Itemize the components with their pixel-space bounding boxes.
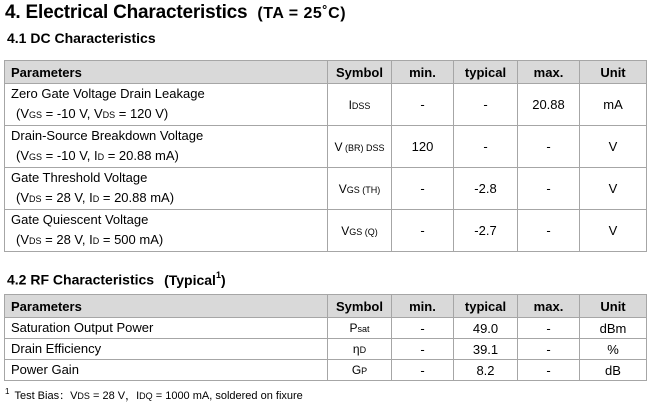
param-name: Drain-Source Breakdown Voltage	[11, 128, 204, 143]
dc-row-threshold	[5, 168, 647, 210]
rf-row-gain	[5, 360, 647, 381]
min-cell: -	[392, 360, 454, 381]
footnote: $^1$ Test Bias：VDS = 28 V，IDQ = 1000 mA, soldered on fixure	[5, 387, 303, 402]
section-title: 4. Electrical Characteristics (TA = 25˚C)	[5, 2, 347, 23]
min-cell: -	[392, 210, 454, 252]
rf-table	[4, 294, 647, 381]
dc-row-breakdown	[5, 126, 647, 168]
param-condition: (VGS = -10 V, VDS = 120 V)	[16, 106, 169, 121]
dc-row-leakage	[5, 84, 647, 126]
col-parameters: Parameters	[5, 61, 328, 84]
param-name: Drain Efficiency	[5, 339, 328, 360]
col-unit: Unit	[580, 61, 647, 84]
rf-row-output-power	[5, 318, 647, 339]
max-cell: -	[518, 360, 580, 381]
unit-cell: mA	[580, 84, 647, 126]
param-condition: (VDS = 28 V, ID = 500 mA)	[16, 232, 164, 247]
rf-row-efficiency	[5, 339, 647, 360]
col-max: max.	[518, 61, 580, 84]
typ-cell: 49.0	[454, 318, 518, 339]
col-max: max.	[518, 295, 580, 318]
max-cell: -	[518, 168, 580, 210]
param-name: Saturation Output Power	[5, 318, 328, 339]
unit-cell: dBm	[580, 318, 647, 339]
symbol-cell: VGS (Q)	[328, 210, 392, 252]
dc-table	[4, 60, 647, 252]
max-cell: -	[518, 339, 580, 360]
typ-cell: -2.7	[454, 210, 518, 252]
rf-title: 4.2 RF Characteristics (Typical$^1$)	[7, 270, 226, 288]
col-typical: typical	[454, 61, 518, 84]
param-name: Power Gain	[5, 360, 328, 381]
unit-cell: V	[580, 210, 647, 252]
col-parameters: Parameters	[5, 295, 328, 318]
unit-cell: V	[580, 168, 647, 210]
param-condition: (VGS = -10 V, ID = 20.88 mA)	[16, 148, 179, 163]
max-cell: -	[518, 318, 580, 339]
symbol-cell: IDSS	[328, 84, 392, 126]
dc-header-row	[5, 61, 647, 84]
symbol-cell: V (BR) DSS	[328, 126, 392, 168]
min-cell: -	[392, 84, 454, 126]
max-cell: 20.88	[518, 84, 580, 126]
symbol-cell: ηD	[328, 339, 392, 360]
typ-cell: 39.1	[454, 339, 518, 360]
dc-row-quiescent	[5, 210, 647, 252]
col-min: min.	[392, 295, 454, 318]
param-name: Gate Threshold Voltage	[11, 170, 148, 185]
col-unit: Unit	[580, 295, 647, 318]
symbol-cell: VGS (TH)	[328, 168, 392, 210]
min-cell: -	[392, 339, 454, 360]
min-cell: 120	[392, 126, 454, 168]
col-typical: typical	[454, 295, 518, 318]
typ-cell: 8.2	[454, 360, 518, 381]
param-name: Gate Quiescent Voltage	[11, 212, 149, 227]
max-cell: -	[518, 126, 580, 168]
typ-cell: -	[454, 126, 518, 168]
col-symbol: Symbol	[328, 61, 392, 84]
section-condition: (TA = 25˚C)	[257, 5, 347, 22]
dc-title: 4.1 DC Characteristics	[7, 30, 156, 46]
col-min: min.	[392, 61, 454, 84]
min-cell: -	[392, 168, 454, 210]
unit-cell: V	[580, 126, 647, 168]
unit-cell: %	[580, 339, 647, 360]
typ-cell: -2.8	[454, 168, 518, 210]
unit-cell: dB	[580, 360, 647, 381]
symbol-cell: Psat	[328, 318, 392, 339]
param-condition: (VDS = 28 V, ID = 20.88 mA)	[16, 190, 175, 205]
col-symbol: Symbol	[328, 295, 392, 318]
rf-header-row	[5, 295, 647, 318]
typ-cell: -	[454, 84, 518, 126]
param-name: Zero Gate Voltage Drain Leakage	[11, 86, 205, 101]
min-cell: -	[392, 318, 454, 339]
max-cell: -	[518, 210, 580, 252]
symbol-cell: GP	[328, 360, 392, 381]
